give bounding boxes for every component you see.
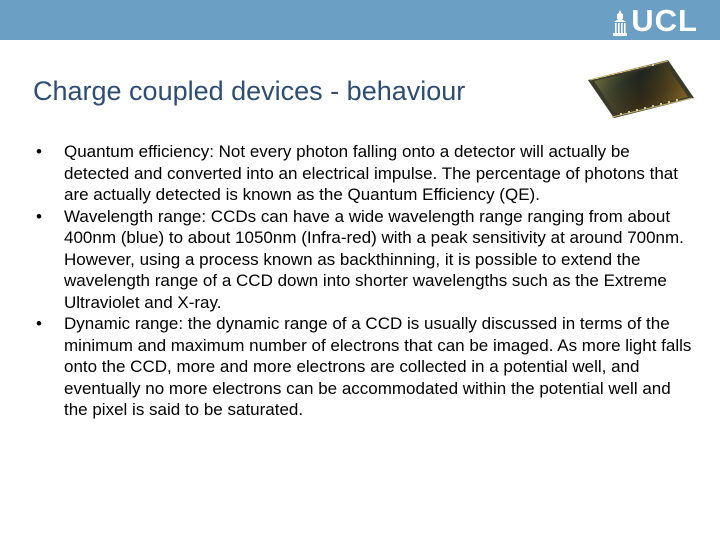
bullet-item xyxy=(33,313,693,421)
bullet-marker: • xyxy=(36,314,42,333)
logo-text: UCL xyxy=(631,3,698,38)
slide-title: Charge coupled devices - behaviour xyxy=(33,76,466,106)
portico-icon xyxy=(613,10,627,36)
bullet-item xyxy=(33,206,693,314)
bullet-marker: • xyxy=(36,206,42,226)
bullet-list xyxy=(33,141,693,421)
ccd-chip-image xyxy=(586,58,696,120)
bullet-item xyxy=(33,141,693,206)
bullet-text: Dynamic range: the dynamic range of a CCD is usually discussed in terms of the minimum and maximum number of electrons that can be imaged. As more light falls onto the CCD, more and more electrons are collected in a potential well, and eventually no more electrons can be accommodated within the potential well and the pixel is said to be saturated. xyxy=(64,314,692,419)
bullet-marker: • xyxy=(36,142,42,161)
bullet-text: Wavelength range: CCDs can have a wide wavelength range ranging from about 400nm (blue) to about 1050nm (Infra-red) with a peak sensitivity at around 700nm. However, using a process known as backthinning, it is possible to extend the wavelength range of a CCD down into shorter wavelengths such as the Extreme Ultraviolet and X-ray. xyxy=(64,206,684,312)
ucl-logo xyxy=(613,3,698,38)
bullet-text: Quantum efficiency: Not every photon falling onto a detector will actually be detected and converted into an electrical impulse. The percentage of photons that are actually detected is known as the Quantum Efficiency (QE). xyxy=(64,142,678,204)
header-bar xyxy=(0,0,720,40)
